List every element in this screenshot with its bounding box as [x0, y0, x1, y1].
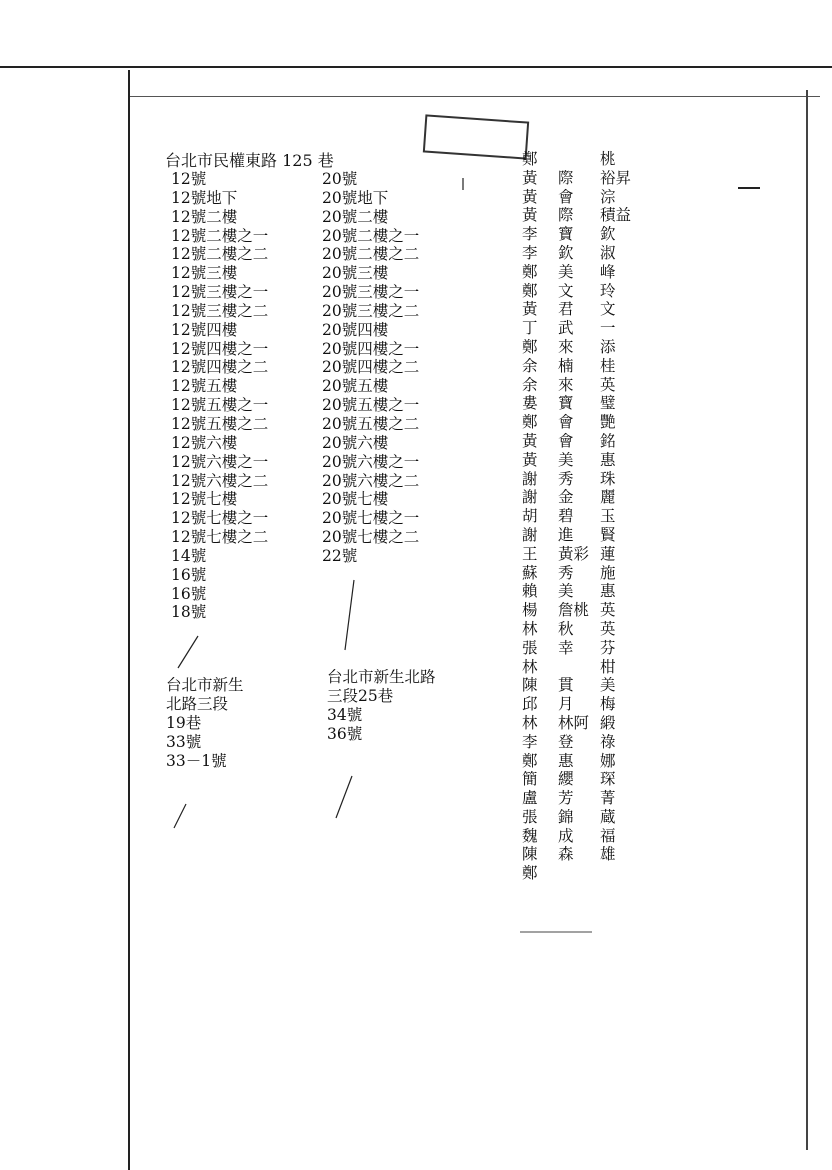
name-part: 蔵 [600, 807, 616, 826]
name-row [522, 658, 634, 677]
name-row [522, 488, 634, 507]
address-line: 12號五樓 [171, 377, 238, 396]
address-line: 20號三樓之一 [322, 283, 420, 302]
name-row [522, 864, 634, 883]
address-line: 三段25巷 [327, 687, 394, 705]
name-row [522, 338, 634, 357]
name-part: 黃 [522, 450, 538, 469]
name-part: 祿 [600, 732, 616, 751]
address-line: 12號六樓 [171, 433, 238, 452]
address-line: 20號四樓之二 [322, 358, 420, 377]
name-part: 金 [558, 488, 574, 507]
name-part: 成 [558, 826, 574, 845]
name-part: 賴 [522, 582, 538, 601]
name-part: 楊 [522, 601, 538, 620]
address-line: 12號三樓之二 [171, 301, 269, 320]
name-part: 裕昇 [600, 168, 632, 187]
name-row [522, 451, 634, 470]
name-part: 鄭 [522, 864, 538, 883]
name-part: 邱 [522, 695, 538, 714]
name-row [522, 695, 634, 714]
address-line: 20號六樓之一 [322, 452, 420, 471]
name-part: 蓮 [600, 544, 616, 563]
address-line: 20號地下 [322, 188, 389, 207]
name-part: 美 [558, 582, 574, 601]
name-part: 謝 [522, 488, 538, 507]
name-part: 琛 [600, 770, 616, 789]
name-part: 欽 [558, 243, 574, 262]
name-part: 福 [600, 826, 616, 845]
name-part: 鄭 [522, 413, 538, 432]
name-row [522, 432, 634, 451]
name-part: 陳 [522, 676, 538, 695]
name-part: 美 [600, 676, 616, 695]
address-line: 20號六樓之二 [322, 471, 420, 490]
name-part: 美 [558, 450, 574, 469]
address-line: 20號 [322, 170, 358, 188]
name-part: 黃 [522, 168, 538, 187]
address-line: 12號三樓 [171, 264, 238, 283]
name-part: 淑 [600, 243, 616, 262]
name-part: 李 [522, 243, 538, 262]
name-part: 婁 [522, 394, 538, 413]
name-part: 謝 [522, 469, 538, 488]
address-line: 20號二樓之二 [322, 245, 420, 264]
name-row [522, 150, 634, 169]
name-part: 會 [558, 431, 574, 450]
name-part: 美 [558, 262, 574, 281]
name-part: 余 [522, 375, 538, 394]
address-line: 14號 [171, 546, 207, 565]
name-part: 峰 [600, 262, 616, 281]
address-line: 12號五樓之二 [171, 414, 269, 433]
name-part: 貫 [558, 676, 574, 695]
name-part: 簡 [522, 770, 538, 789]
address-line: 台北市新生 [166, 676, 244, 694]
name-part: 秋 [558, 619, 574, 638]
name-part: 柑 [600, 657, 616, 676]
address-line: 20號七樓 [322, 490, 389, 509]
name-row [522, 676, 634, 695]
name-part: 李 [522, 225, 538, 244]
name-part: 黃 [522, 431, 538, 450]
name-row [522, 733, 634, 752]
name-row [522, 300, 634, 319]
name-part: 碧 [558, 507, 574, 526]
address-line: 33－1號 [166, 752, 227, 770]
name-part: 會 [558, 413, 574, 432]
name-part: 蘇 [522, 563, 538, 582]
address-line: 12號六樓之二 [171, 471, 269, 490]
name-part: 英 [600, 375, 616, 394]
address-line: 12號四樓之二 [171, 358, 269, 377]
name-part: 桃 [600, 150, 616, 168]
address-line: 12號七樓之一 [171, 509, 269, 528]
name-part: 積益 [600, 206, 632, 225]
address-line: 34號 [327, 706, 363, 724]
address-line: 36號 [327, 725, 363, 743]
name-part: 李 [522, 732, 538, 751]
name-row [522, 620, 634, 639]
name-row [522, 545, 634, 564]
address-line: 20號二樓之一 [322, 226, 420, 245]
name-part: 王 [522, 544, 538, 563]
name-part: 鄭 [522, 281, 538, 300]
name-row [522, 244, 634, 263]
name-part: 君 [558, 300, 574, 319]
name-row [522, 470, 634, 489]
address-line: 18號 [171, 603, 207, 622]
name-part: 惠 [600, 582, 616, 601]
name-part: 桂 [600, 356, 616, 375]
name-row [522, 188, 634, 207]
block-left-address [166, 676, 244, 771]
name-part: 寶 [558, 394, 574, 413]
name-part: 淙 [600, 187, 616, 206]
name-part: 胡 [522, 507, 538, 526]
name-row [522, 526, 634, 545]
address-line: 20號五樓之一 [322, 396, 420, 415]
address-line: 12號六樓之一 [171, 452, 269, 471]
name-part: 黃 [522, 300, 538, 319]
name-part: 林 [522, 713, 538, 732]
name-part: 黃彩 [558, 544, 590, 563]
address-line: 12號七樓之二 [171, 528, 269, 547]
name-part: 鄭 [522, 751, 538, 770]
name-part: 娜 [600, 751, 616, 770]
address-line: 12號地下 [171, 188, 238, 207]
name-row [522, 789, 634, 808]
address-line: 20號七樓之一 [322, 509, 420, 528]
name-part: 林阿 [558, 713, 590, 732]
name-part: 纓 [558, 770, 574, 789]
name-part: 森 [558, 845, 574, 864]
address-line: 19巷 [166, 714, 202, 732]
address-line: 20號四樓 [322, 320, 389, 339]
name-row [522, 319, 634, 338]
name-row [522, 376, 634, 395]
name-part: 林 [522, 657, 538, 676]
address-line: 16號 [171, 565, 207, 584]
address-line: 12號七樓 [171, 490, 238, 509]
name-part: 魏 [522, 826, 538, 845]
name-part: 際 [558, 168, 574, 187]
name-part: 秀 [558, 469, 574, 488]
name-part: 錦 [558, 807, 574, 826]
name-row [522, 564, 634, 583]
name-row [522, 507, 634, 526]
address-line: 20號七樓之二 [322, 528, 420, 547]
name-row [522, 394, 634, 413]
name-part: 來 [558, 375, 574, 394]
name-row [522, 808, 634, 827]
address-line: 16號 [171, 584, 207, 603]
address-line: 20號三樓之二 [322, 301, 420, 320]
name-part: 艷 [600, 413, 616, 432]
name-part: 雄 [600, 845, 616, 864]
name-part: 陳 [522, 845, 538, 864]
name-part: 英 [600, 619, 616, 638]
name-part: 詹桃 [558, 601, 590, 620]
address-line: 12號四樓之一 [171, 339, 269, 358]
name-part: 會 [558, 187, 574, 206]
name-part: 英 [600, 601, 616, 620]
name-part: 一 [600, 319, 616, 338]
name-part: 芳 [558, 789, 574, 808]
address-line: 20號六樓 [322, 433, 389, 452]
name-row [522, 357, 634, 376]
name-row [522, 752, 634, 771]
address-line: 20號五樓之二 [322, 414, 420, 433]
name-part: 緞 [600, 713, 616, 732]
name-part: 鄭 [522, 150, 538, 168]
name-part: 施 [600, 563, 616, 582]
name-part: 鄭 [522, 337, 538, 356]
name-row [522, 225, 634, 244]
name-part: 楠 [558, 356, 574, 375]
name-part: 珠 [600, 469, 616, 488]
name-part: 謝 [522, 525, 538, 544]
address-line: 12號二樓 [171, 207, 238, 226]
name-part: 武 [558, 319, 574, 338]
address-line: 12號四樓 [171, 320, 238, 339]
name-part: 文 [558, 281, 574, 300]
name-part: 添 [600, 337, 616, 356]
address-line: 北路三段 [166, 695, 229, 713]
name-part: 黃 [522, 206, 538, 225]
name-row [522, 263, 634, 282]
name-part: 銘 [600, 431, 616, 450]
name-part: 登 [558, 732, 574, 751]
address-line: 12號三樓之一 [171, 283, 269, 302]
address-line: 22號 [322, 546, 358, 565]
name-part: 欽 [600, 225, 616, 244]
address-line: 20號五樓 [322, 377, 389, 396]
name-part: 璧 [600, 394, 616, 413]
name-part: 進 [558, 525, 574, 544]
name-row [522, 169, 634, 188]
name-part: 梅 [600, 695, 616, 714]
name-part: 林 [522, 619, 538, 638]
block-right-address [327, 668, 436, 744]
name-row [522, 639, 634, 658]
name-part: 玉 [600, 507, 616, 526]
address-line: 台北市新生北路 [327, 668, 436, 686]
name-part: 黃 [522, 187, 538, 206]
address-line: 33號 [166, 733, 202, 751]
address-line: 12號五樓之一 [171, 396, 269, 415]
name-part: 賢 [600, 525, 616, 544]
name-row [522, 827, 634, 846]
name-row [522, 714, 634, 733]
name-part: 文 [600, 300, 616, 319]
name-part: 菁 [600, 789, 616, 808]
name-row [522, 206, 634, 225]
street-header: 台北市民權東路 125 巷 [165, 151, 334, 170]
address-line: 20號二樓 [322, 207, 389, 226]
name-part: 盧 [522, 789, 538, 808]
address-line: 20號四樓之一 [322, 339, 420, 358]
name-part: 余 [522, 356, 538, 375]
address-line: 12號 [171, 170, 207, 188]
name-part: 張 [522, 638, 538, 657]
name-row [522, 582, 634, 601]
name-part: 寶 [558, 225, 574, 244]
name-part: 月 [558, 695, 574, 714]
name-part: 惠 [558, 751, 574, 770]
name-row [522, 282, 634, 301]
name-part: 秀 [558, 563, 574, 582]
name-part: 際 [558, 206, 574, 225]
name-row [522, 770, 634, 789]
name-part: 麗 [600, 488, 616, 507]
name-row [522, 845, 634, 864]
name-part: 來 [558, 337, 574, 356]
name-part: 張 [522, 807, 538, 826]
name-row [522, 601, 634, 620]
address-line: 12號二樓之一 [171, 226, 269, 245]
address-line: 12號二樓之二 [171, 245, 269, 264]
name-part: 鄭 [522, 262, 538, 281]
name-row [522, 413, 634, 432]
name-part: 惠 [600, 450, 616, 469]
name-part: 幸 [558, 638, 574, 657]
resident-names-list [522, 150, 634, 883]
name-part: 芬 [600, 638, 616, 657]
name-part: 丁 [522, 319, 538, 338]
address-line: 20號三樓 [322, 264, 389, 283]
name-part: 玲 [600, 281, 616, 300]
